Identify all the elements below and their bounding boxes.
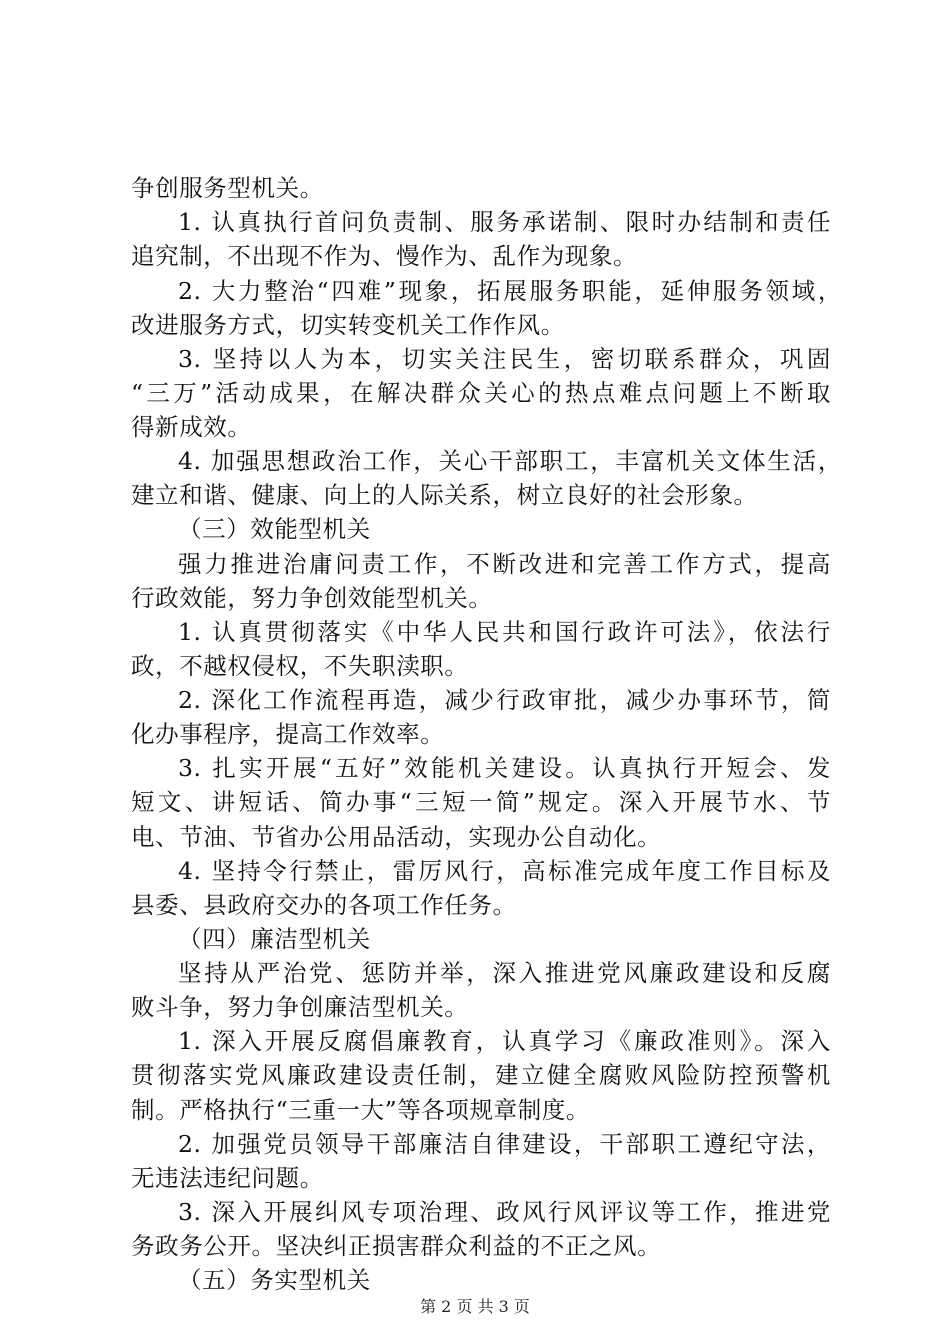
text-line: 1. 认真贯彻落实《中华人民共和国行政许可法》，依法行 xyxy=(178,618,831,646)
text-line: 追究制，不出现不作为、慢作为、乱作为现象。 xyxy=(131,242,638,270)
text-line: 4. 加强思想政治工作，关心干部职工，丰富机关文体生活， xyxy=(178,447,842,475)
text-line: 2. 深化工作流程再造，减少行政审批，减少办事环节，简 xyxy=(178,686,831,714)
text-line: 坚持从严治党、惩防并举，深入推进党风廉政建设和反腐 xyxy=(178,959,831,987)
text-line: “三万”活动成果，在解决群众关心的热点难点问题上不断取 xyxy=(131,379,831,407)
text-line: 强力推进治庸问责工作，不断改进和完善工作方式，提高 xyxy=(178,550,831,578)
page-footer: 第 2 页 共 3 页 xyxy=(420,1297,530,1316)
text-line: 3. 坚持以人为本，切实关注民生，密切联系群众，巩固 xyxy=(178,345,831,373)
text-line: 2. 大力整治“四难”现象，拓展服务职能，延伸服务领域， xyxy=(178,277,842,305)
text-line: 务政务公开。坚决纠正损害群众利益的不正之风。 xyxy=(131,1232,662,1260)
text-line: 政，不越权侵权，不失职渎职。 xyxy=(131,652,469,680)
text-line: 无违法违纪问题。 xyxy=(131,1164,324,1192)
text-line: 得新成效。 xyxy=(131,413,252,441)
section-heading: （五）务实型机关 xyxy=(178,1266,371,1294)
text-line: 改进服务方式，切实转变机关工作作风。 xyxy=(131,311,565,339)
section-heading: （四）廉洁型机关 xyxy=(178,925,371,953)
text-line: 3. 深入开展纠风专项治理、政风行风评议等工作，推进党 xyxy=(178,1198,831,1226)
text-line: 2. 加强党员领导干部廉洁自律建设，干部职工遵纪守法， xyxy=(178,1130,831,1158)
text-line: 败斗争，努力争创廉洁型机关。 xyxy=(131,993,469,1021)
text-line: 县委、县政府交办的各项工作任务。 xyxy=(131,891,517,919)
text-line: 1. 认真执行首问负责制、服务承诺制、限时办结制和责任 xyxy=(178,208,831,236)
text-line: 短文、讲短话、简办事“三短一简”规定。深入开展节水、节 xyxy=(131,788,831,816)
text-line: 行政效能，努力争创效能型机关。 xyxy=(131,584,493,612)
text-line: 3. 扎实开展“五好”效能机关建设。认真执行开短会、发 xyxy=(178,754,831,782)
section-heading: （三）效能型机关 xyxy=(178,515,371,543)
text-line: 化办事程序，提高工作效率。 xyxy=(131,720,445,748)
text-line: 1. 深入开展反腐倡廉教育，认真学习《廉政准则》。深入 xyxy=(178,1027,831,1055)
text-line: 4. 坚持令行禁止，雷厉风行，高标准完成年度工作目标及 xyxy=(178,857,831,885)
text-line: 贯彻落实党风廉政建设责任制，建立健全腐败风险防控预警机 xyxy=(131,1061,831,1089)
text-line: 电、节油、节省办公用品活动，实现办公自动化。 xyxy=(131,823,662,851)
text-line: 建立和谐、健康、向上的人际关系，树立良好的社会形象。 xyxy=(131,481,758,509)
text-line: 争创服务型机关。 xyxy=(131,174,324,202)
text-line: 制。严格执行“三重一大”等各项规章制度。 xyxy=(131,1096,591,1124)
